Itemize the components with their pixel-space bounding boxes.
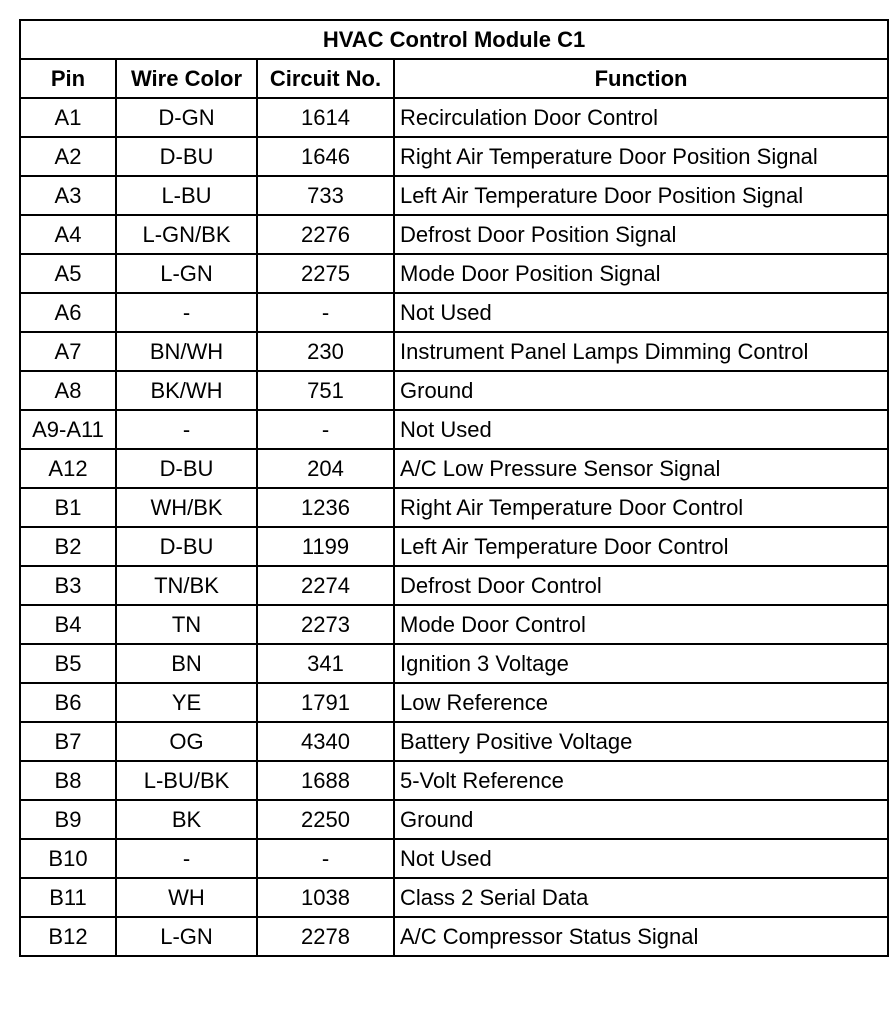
wire-color-cell: L-GN bbox=[116, 254, 257, 293]
function-cell: Recirculation Door Control bbox=[394, 98, 888, 137]
function-cell: Right Air Temperature Door Control bbox=[394, 488, 888, 527]
circuit-no-cell: 230 bbox=[257, 332, 394, 371]
pin-cell: B3 bbox=[20, 566, 116, 605]
function-cell: Ground bbox=[394, 371, 888, 410]
wire-color-cell: TN bbox=[116, 605, 257, 644]
table-row bbox=[20, 761, 888, 800]
circuit-no-cell: 751 bbox=[257, 371, 394, 410]
table-header-row bbox=[20, 59, 888, 98]
function-cell: Low Reference bbox=[394, 683, 888, 722]
table-row bbox=[20, 722, 888, 761]
wire-color-cell: L-BU/BK bbox=[116, 761, 257, 800]
table-row bbox=[20, 254, 888, 293]
wire-color-cell: WH/BK bbox=[116, 488, 257, 527]
function-cell: Not Used bbox=[394, 293, 888, 332]
table-body bbox=[20, 98, 888, 956]
wire-color-cell: WH bbox=[116, 878, 257, 917]
circuit-no-cell: - bbox=[257, 293, 394, 332]
pin-cell: B5 bbox=[20, 644, 116, 683]
header-pin: Pin bbox=[20, 59, 116, 98]
function-cell: Defrost Door Control bbox=[394, 566, 888, 605]
wire-color-cell: D-GN bbox=[116, 98, 257, 137]
circuit-no-cell: - bbox=[257, 410, 394, 449]
table-row bbox=[20, 98, 888, 137]
table-row bbox=[20, 215, 888, 254]
function-cell: Mode Door Control bbox=[394, 605, 888, 644]
function-cell: Mode Door Position Signal bbox=[394, 254, 888, 293]
wire-color-cell: BK bbox=[116, 800, 257, 839]
wire-color-cell: - bbox=[116, 839, 257, 878]
wire-color-cell: - bbox=[116, 410, 257, 449]
function-cell: Not Used bbox=[394, 410, 888, 449]
wire-color-cell: - bbox=[116, 293, 257, 332]
header-function: Function bbox=[394, 59, 888, 98]
pin-cell: A8 bbox=[20, 371, 116, 410]
table-row bbox=[20, 449, 888, 488]
circuit-no-cell: 341 bbox=[257, 644, 394, 683]
circuit-no-cell: 2275 bbox=[257, 254, 394, 293]
wire-color-cell: YE bbox=[116, 683, 257, 722]
function-cell: Ignition 3 Voltage bbox=[394, 644, 888, 683]
function-cell: Left Air Temperature Door Position Signal bbox=[394, 176, 888, 215]
wire-color-cell: BN/WH bbox=[116, 332, 257, 371]
circuit-no-cell: 1646 bbox=[257, 137, 394, 176]
circuit-no-cell: 2250 bbox=[257, 800, 394, 839]
table-row bbox=[20, 332, 888, 371]
circuit-no-cell: 2278 bbox=[257, 917, 394, 956]
pin-cell: B9 bbox=[20, 800, 116, 839]
circuit-no-cell: 1688 bbox=[257, 761, 394, 800]
table-row bbox=[20, 527, 888, 566]
table-title: HVAC Control Module C1 bbox=[20, 20, 888, 59]
function-cell: 5-Volt Reference bbox=[394, 761, 888, 800]
circuit-no-cell: 1038 bbox=[257, 878, 394, 917]
table-row bbox=[20, 410, 888, 449]
table-row bbox=[20, 839, 888, 878]
pin-cell: A5 bbox=[20, 254, 116, 293]
pin-cell: A12 bbox=[20, 449, 116, 488]
function-cell: Battery Positive Voltage bbox=[394, 722, 888, 761]
header-wire-color: Wire Color bbox=[116, 59, 257, 98]
pin-cell: B12 bbox=[20, 917, 116, 956]
header-circuit-no: Circuit No. bbox=[257, 59, 394, 98]
pin-cell: B10 bbox=[20, 839, 116, 878]
function-cell: Right Air Temperature Door Position Signal bbox=[394, 137, 888, 176]
circuit-no-cell: 1199 bbox=[257, 527, 394, 566]
circuit-no-cell: 1614 bbox=[257, 98, 394, 137]
wire-color-cell: L-GN/BK bbox=[116, 215, 257, 254]
table-row bbox=[20, 566, 888, 605]
pin-cell: A3 bbox=[20, 176, 116, 215]
wire-color-cell: L-BU bbox=[116, 176, 257, 215]
function-cell: A/C Low Pressure Sensor Signal bbox=[394, 449, 888, 488]
table-title-row bbox=[20, 20, 888, 59]
pin-cell: A7 bbox=[20, 332, 116, 371]
circuit-no-cell: 1236 bbox=[257, 488, 394, 527]
wire-color-cell: D-BU bbox=[116, 137, 257, 176]
table-row bbox=[20, 683, 888, 722]
circuit-no-cell: 733 bbox=[257, 176, 394, 215]
wire-color-cell: TN/BK bbox=[116, 566, 257, 605]
wire-color-cell: BN bbox=[116, 644, 257, 683]
wire-color-cell: D-BU bbox=[116, 449, 257, 488]
pin-cell: B8 bbox=[20, 761, 116, 800]
pin-cell: A6 bbox=[20, 293, 116, 332]
pin-cell: B1 bbox=[20, 488, 116, 527]
function-cell: A/C Compressor Status Signal bbox=[394, 917, 888, 956]
circuit-no-cell: - bbox=[257, 839, 394, 878]
circuit-no-cell: 2274 bbox=[257, 566, 394, 605]
table-row bbox=[20, 878, 888, 917]
function-cell: Defrost Door Position Signal bbox=[394, 215, 888, 254]
wire-color-cell: D-BU bbox=[116, 527, 257, 566]
pin-cell: B4 bbox=[20, 605, 116, 644]
function-cell: Left Air Temperature Door Control bbox=[394, 527, 888, 566]
circuit-no-cell: 204 bbox=[257, 449, 394, 488]
wire-color-cell: L-GN bbox=[116, 917, 257, 956]
pin-cell: B6 bbox=[20, 683, 116, 722]
function-cell: Class 2 Serial Data bbox=[394, 878, 888, 917]
table-row bbox=[20, 137, 888, 176]
pin-cell: A2 bbox=[20, 137, 116, 176]
circuit-no-cell: 1791 bbox=[257, 683, 394, 722]
function-cell: Ground bbox=[394, 800, 888, 839]
wire-color-cell: BK/WH bbox=[116, 371, 257, 410]
table-row bbox=[20, 371, 888, 410]
connector-pinout-table bbox=[19, 19, 889, 957]
table-row bbox=[20, 917, 888, 956]
wire-color-cell: OG bbox=[116, 722, 257, 761]
circuit-no-cell: 2273 bbox=[257, 605, 394, 644]
pin-cell: A4 bbox=[20, 215, 116, 254]
table-row bbox=[20, 488, 888, 527]
pin-cell: A9-A11 bbox=[20, 410, 116, 449]
table-row bbox=[20, 800, 888, 839]
pin-cell: B11 bbox=[20, 878, 116, 917]
circuit-no-cell: 2276 bbox=[257, 215, 394, 254]
table-row bbox=[20, 644, 888, 683]
pin-cell: A1 bbox=[20, 98, 116, 137]
function-cell: Instrument Panel Lamps Dimming Control bbox=[394, 332, 888, 371]
table-row bbox=[20, 176, 888, 215]
pin-cell: B7 bbox=[20, 722, 116, 761]
circuit-no-cell: 4340 bbox=[257, 722, 394, 761]
pin-cell: B2 bbox=[20, 527, 116, 566]
table-row bbox=[20, 293, 888, 332]
function-cell: Not Used bbox=[394, 839, 888, 878]
table-row bbox=[20, 605, 888, 644]
